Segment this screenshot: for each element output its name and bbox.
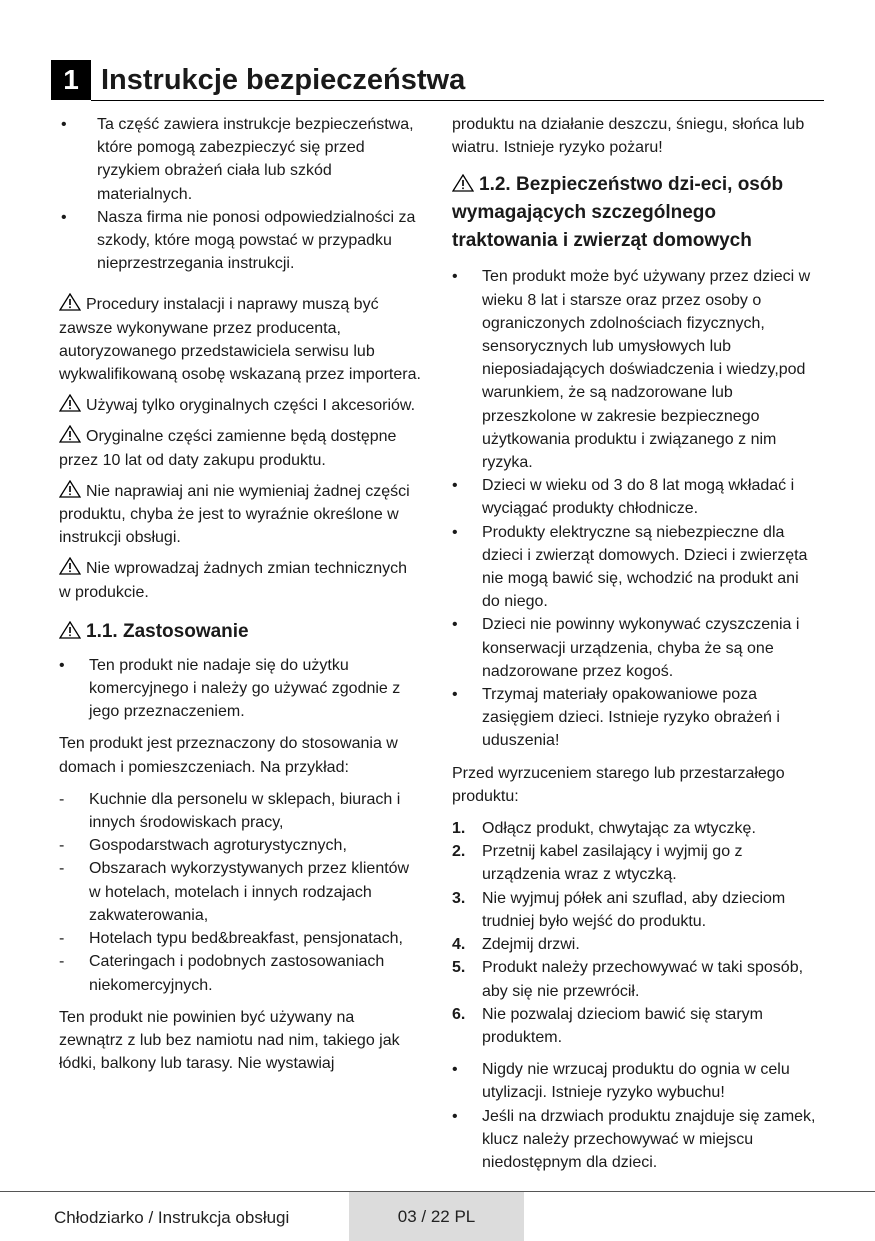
warning-paragraph: Nie wprowadzaj żadnych zmian technicznych w produkcie. — [59, 557, 421, 603]
page-number: 03 / 22 PL — [349, 1192, 524, 1241]
bullet-list — [452, 1058, 818, 1174]
warning-icon — [59, 425, 81, 443]
warning-icon — [59, 480, 81, 498]
list-item: 1. Odłącz produkt, chwytając za wtyczkę. — [452, 820, 756, 838]
paragraph: produktu na działanie deszczu, śniegu, słońca lub wiatru. Istnieje ryzyko pożaru! — [452, 116, 805, 157]
section-title: Instrukcje bezpieczeństwa — [101, 64, 466, 96]
numbered-list — [452, 817, 818, 1049]
bullet-list — [452, 265, 818, 752]
list-item: • Ten produkt może być używany przez dzieci w wieku 8 lat i starsze oraz przez osoby o ograniczonych zdolnościach fizycznych, sensorycznych lub umysłowych lub nieposiadających doświadczenia i wiedzy,pod warunkiem, że są nadzorowane lub przeszkolone w zakresie bezpiecznego użytkowania produktu i związanego z nim ryzyka. — [452, 268, 811, 472]
section-heading: 1.2. Bezpieczeństwo dzi-eci, osób wymagających szczególnego traktowania i zwierząt domowych — [452, 174, 784, 252]
warning-icon — [59, 293, 81, 311]
list-item: • Produkty elektryczne są niebezpieczne dla dzieci i zwierząt domowych. Dzieci i zwierzęta nie mogą bawić się, wchodzić na produkt ani do niego. — [452, 523, 808, 611]
paragraph: Ten produkt nie powinien być używany na zewnątrz z lub bez namiotu nad nim, takiego jak łódki, balkony lub tarasy. Nie wystawiaj — [59, 1008, 400, 1073]
section-header — [51, 60, 824, 102]
section-heading: 1.1. Zastosowanie — [59, 618, 421, 646]
list-item: • Jeśli na drzwiach produktu znajduje się zamek, klucz należy przechowywać w miejscu niedostępnym dla dzieci. — [452, 1107, 816, 1171]
list-item: 5. Produkt należy przechowywać w taki sposób, aby się nie przewrócił. — [452, 959, 804, 1000]
warning-paragraph: Procedury instalacji i naprawy muszą być zawsze wykonywane przez producenta, autoryzowanego przedstawiciela serwisu lub wykwalifikowaną osobę wskazaną przez importera. — [59, 293, 421, 386]
list-item: 4. Zdejmij drzwi. — [452, 936, 580, 954]
warning-icon — [59, 394, 81, 412]
warning-paragraph: Nie naprawiaj ani nie wymieniaj żadnej części produktu, chyba że jest to wyraźnie określone w instrukcji obsługi. — [59, 480, 421, 550]
warning-icon — [452, 174, 474, 192]
warning-paragraph: Oryginalne części zamienne będą dostępne przez 10 lat od daty zakupu produktu. — [59, 425, 421, 471]
list-item: • Ten produkt nie nadaje się do użytku komercyjnego i należy go używać zgodnie z jego przeznaczeniem. — [59, 656, 401, 721]
footer-document-title: Chłodziarko / Instrukcja obsługi — [54, 1208, 290, 1227]
warning-icon — [59, 621, 81, 639]
list-item: - Gospodarstwach agroturystycznych, — [59, 837, 347, 855]
list-item: • Ta część zawiera instrukcje bezpieczeństwa, które pomogą zabezpieczyć się przed ryzykiem obrażeń ciała lub szkód materialnych. — [61, 116, 414, 203]
right-column — [452, 113, 818, 1174]
list-item: - Obszarach wykorzystywanych przez klientów w hotelach, motelach i innych rodzajach zakwaterowania, — [59, 860, 410, 924]
list-item: 2. Przetnij kabel zasilający i wyjmij go z urządzenia wraz z wtyczką. — [452, 843, 743, 884]
paragraph: Ten produkt jest przeznaczony do stosowania w domach i pomieszczeniach. Na przykład: — [59, 735, 398, 776]
list-item: • Dzieci nie powinny wykonywać czyszczenia i konserwacji urządzenia, chyba że są one nadzorowane przez kogoś. — [452, 616, 800, 680]
warning-icon — [59, 557, 81, 575]
section-number: 1 — [51, 60, 91, 100]
header-rule — [91, 100, 824, 101]
list-item: • Nasza firma nie ponosi odpowiedzialności za szkody, które mogą powstać w przypadku nieprzestrzegania instrukcji. — [61, 208, 416, 273]
dash-list — [59, 788, 421, 997]
list-item: • Nigdy nie wrzucaj produktu do ognia w celu utylizacji. Istnieje ryzyko wybuchu! — [452, 1061, 790, 1102]
paragraph: Przed wyrzuceniem starego lub przestarzałego produktu: — [452, 764, 785, 805]
list-item: - Kuchnie dla personelu w sklepach, biurach i innych środowiskach pracy, — [59, 790, 401, 832]
list-item: • Dzieci w wieku od 3 do 8 lat mogą wkładać i wyciągać produkty chłodnicze. — [452, 477, 795, 518]
list-item: • Trzymaj materiały opakowaniowe poza zasięgiem dzieci. Istnieje ryzyko obrażeń i uduszenia! — [452, 686, 780, 750]
list-item: 3. Nie wyjmuj półek ani szuflad, aby dzieciom trudniej było wejść do produktu. — [452, 889, 786, 930]
list-item: - Cateringach i podobnych zastosowaniach niekomercyjnych. — [59, 953, 385, 994]
left-column — [59, 113, 421, 1075]
list-item: - Hotelach typu bed&breakfast, pensjonatach, — [59, 930, 403, 948]
warning-paragraph: Używaj tylko oryginalnych części I akcesoriów. — [59, 394, 421, 417]
list-item: 6. Nie pozwalaj dzieciom bawić się starym produktem. — [452, 1005, 763, 1046]
